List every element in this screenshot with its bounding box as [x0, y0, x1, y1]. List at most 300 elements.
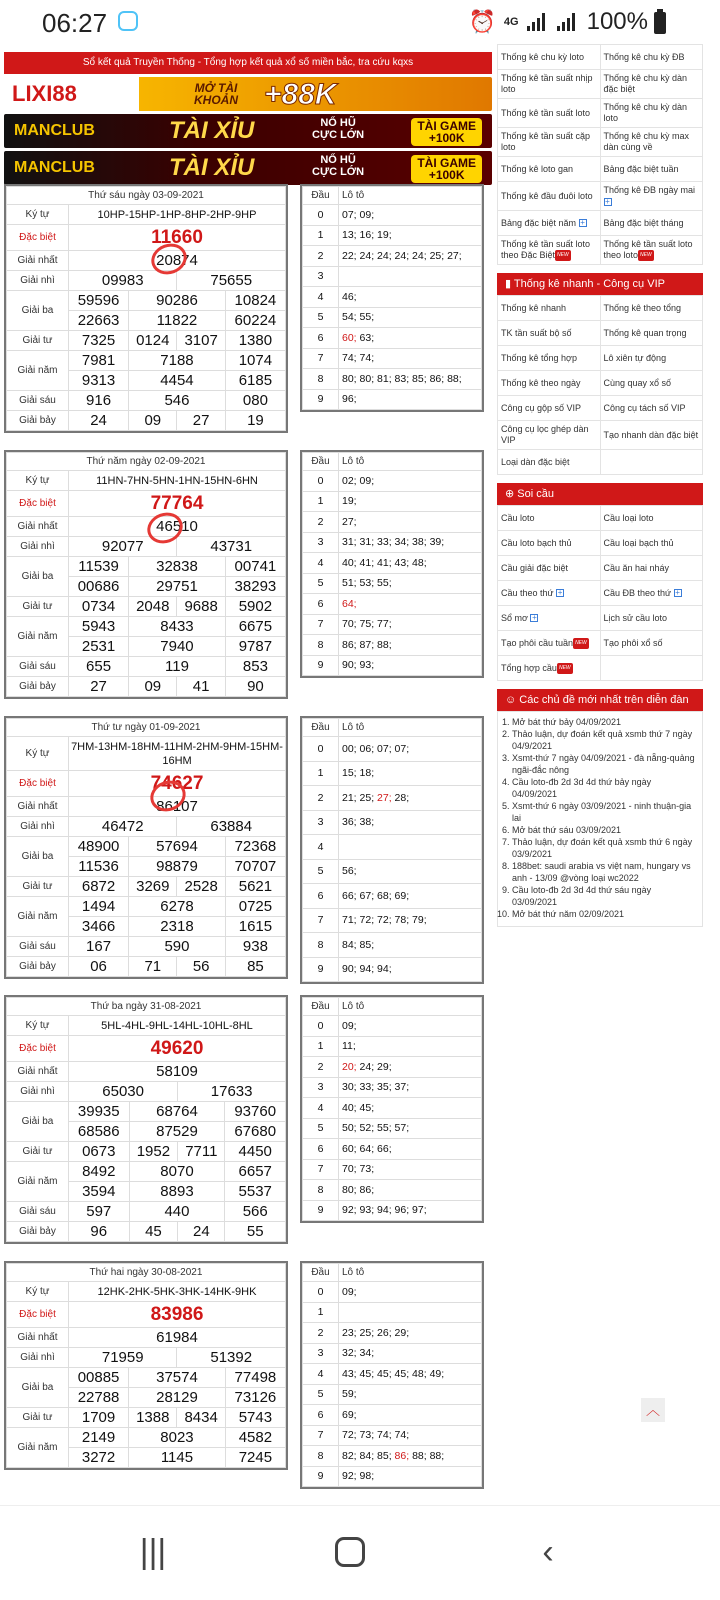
g6-label: Giải sáu	[7, 657, 69, 677]
g5-value: 6278	[129, 897, 226, 917]
lixi-open-account: MỞ TÀI KHOẢN	[194, 81, 238, 107]
dau-value: 8	[303, 369, 339, 390]
result-table	[4, 450, 288, 699]
dau-value: 1	[303, 1302, 339, 1323]
page-content[interactable]	[0, 44, 720, 1505]
g3-value: 39935	[69, 1102, 130, 1122]
g4-value: 7711	[178, 1142, 225, 1162]
forum-topic-link[interactable]: 6. Mở bát thứ sáu 03/09/2021	[512, 824, 698, 836]
loto-header: Lô tô	[339, 998, 482, 1016]
dau-value: 1	[303, 491, 339, 512]
g4-value: 0734	[69, 597, 129, 617]
g2-value: 71959	[69, 1348, 177, 1368]
g2-value: 92077	[69, 537, 177, 557]
right-sidebar	[497, 44, 703, 927]
g5-value: 1494	[69, 897, 129, 917]
g5-value: 5537	[225, 1182, 286, 1202]
g2-label: Giải nhì	[7, 1348, 69, 1368]
kytu-value: 11HN-7HN-5HN-1HN-15HN-6HN	[69, 471, 286, 491]
soi-link[interactable]: Tạo phôi xổ số	[600, 631, 703, 656]
dau-value: 0	[303, 205, 339, 226]
g3-value: 28129	[129, 1388, 226, 1408]
new-badge: NEW	[573, 638, 589, 649]
expand-icon[interactable]: +	[557, 588, 563, 598]
home-button[interactable]	[330, 1532, 370, 1572]
soi-link	[600, 656, 703, 681]
stats-link[interactable]: Thống kê chu kỳ ĐB	[600, 45, 703, 70]
stats-link[interactable]: Thống kê ĐB ngày mai +	[600, 182, 703, 211]
loto-values: 21; 25; 27; 28;	[339, 786, 482, 811]
dau-value: 9	[303, 389, 339, 410]
dau-value: 5	[303, 1118, 339, 1139]
g5-value: 1615	[225, 917, 285, 937]
g6-label: Giải sáu	[7, 391, 69, 411]
vip-link[interactable]: Thống kê theo tổng	[600, 296, 703, 321]
android-nav-bar	[0, 1505, 720, 1600]
loto-values: 19;	[339, 491, 482, 512]
g5-value: 8070	[129, 1162, 225, 1182]
new-badge: NEW	[638, 250, 654, 261]
g4-value: 1380	[225, 331, 285, 351]
g4-value: 2528	[177, 877, 225, 897]
dau-value: 1	[303, 1036, 339, 1057]
g2-value: 65030	[69, 1082, 178, 1102]
soi-link[interactable]: Cầu giải đặc biệt	[498, 556, 601, 581]
stats-link[interactable]: Thống kê tần suất loto	[498, 99, 601, 128]
loto-values: 80; 80; 81; 83; 85; 86; 88;	[339, 369, 482, 390]
kytu-label: Ký tự	[7, 1016, 69, 1036]
manclub-logo: MANCLUB	[14, 159, 95, 176]
vip-link[interactable]: TK tần suất bộ số	[498, 321, 601, 346]
g5-value: 3272	[69, 1448, 129, 1468]
left-column	[4, 52, 492, 185]
dau-value: 8	[303, 635, 339, 656]
dau-value: 4	[303, 1098, 339, 1119]
recent-apps-button[interactable]: |||	[139, 1533, 167, 1571]
soi-link[interactable]: Cầu loto	[498, 506, 601, 531]
loto-values: 31; 31; 33; 34; 38; 39;	[339, 532, 482, 553]
g6-value: 916	[69, 391, 129, 411]
soi-link[interactable]: Tổng hợp cầu NEW	[498, 656, 601, 681]
loto-values: 72; 73; 74; 74;	[339, 1425, 482, 1446]
forum-topic-link[interactable]: 8. 188bet: saudi arabia vs việt nam, hungary vs anh - 13/09 @vòng loại wc2022	[512, 860, 698, 884]
vip-link[interactable]: Thống kê tổng hợp	[498, 346, 601, 371]
stats-link[interactable]: Thống kê chu kỳ dàn đặc biệt	[600, 70, 703, 99]
g3-value: 90286	[129, 291, 226, 311]
g2-value: 63884	[177, 817, 286, 837]
loto-values: 70; 73;	[339, 1159, 482, 1180]
g2-value: 46472	[69, 817, 177, 837]
g6-value: 938	[225, 937, 285, 957]
status-icons	[469, 8, 648, 36]
result-table	[4, 1261, 288, 1470]
vip-link[interactable]: Loại dàn đặc biệt	[498, 450, 601, 475]
g3-value: 29751	[129, 577, 226, 597]
forum-topic-link[interactable]: 10. Mở bát thứ năm 02/09/2021	[512, 908, 698, 920]
g6-label: Giải sáu	[7, 937, 69, 957]
vip-link[interactable]: Công cụ gộp số VIP	[498, 396, 601, 421]
g3-value: 11539	[69, 557, 129, 577]
g4-label: Giải tư	[7, 1142, 69, 1162]
kytu-label: Ký tự	[7, 205, 69, 225]
stats-link[interactable]: Thống kê loto gan	[498, 157, 601, 182]
kytu-value: 12HK-2HK-5HK-3HK-14HK-9HK	[69, 1282, 286, 1302]
g6-value: 080	[225, 391, 285, 411]
g4-label: Giải tư	[7, 1408, 69, 1428]
manclub-logo: MANCLUB	[14, 122, 95, 139]
forum-topic-link[interactable]: 1. Mở bát thứ bảy 04/09/2021	[512, 716, 698, 728]
status-bar	[0, 0, 720, 44]
dau-value: 4	[303, 835, 339, 860]
vip-link[interactable]: Thống kê theo ngày	[498, 371, 601, 396]
dau-value: 9	[303, 957, 339, 982]
g3-value: 22663	[69, 311, 129, 331]
soi-cau-table	[497, 505, 703, 681]
g1-value: 20874	[69, 251, 286, 271]
g5-value: 2318	[129, 917, 226, 937]
loto-values: 46;	[339, 287, 482, 308]
soi-link[interactable]: Cầu ĐB theo thứ +	[600, 581, 703, 606]
dau-value: 6	[303, 884, 339, 909]
loto-values: 50; 52; 55; 57;	[339, 1118, 482, 1139]
g4-label: Giải tư	[7, 331, 69, 351]
forum-topic-link[interactable]: 5. Xsmt-thứ 6 ngày 03/09/2021 - ninh thuận-gia lai	[512, 800, 698, 824]
g3-value: 32838	[129, 557, 226, 577]
new-badge: NEW	[557, 663, 573, 674]
stats-link[interactable]: Thống kê tần suất loto theo Đặc Biệt NEW	[498, 236, 601, 265]
g7-value: 96	[69, 1222, 130, 1242]
g3-value: 00741	[225, 557, 285, 577]
dau-value: 8	[303, 1446, 339, 1467]
g4-value: 2048	[129, 597, 177, 617]
g3-value: 22788	[69, 1388, 129, 1408]
soi-link[interactable]: Lịch sử cầu loto	[600, 606, 703, 631]
g4-value: 4450	[225, 1142, 286, 1162]
loto-values: 43; 45; 45; 45; 48; 49;	[339, 1364, 482, 1385]
soi-link[interactable]: Cầu loto bạch thủ	[498, 531, 601, 556]
signal-icon-2	[557, 13, 579, 31]
soi-link[interactable]: Tạo phôi cầu tuần NEW	[498, 631, 601, 656]
dau-value: 7	[303, 348, 339, 369]
dau-value: 1	[303, 761, 339, 786]
g5-value: 4454	[129, 371, 226, 391]
expand-icon[interactable]: +	[605, 196, 610, 206]
loto-values: 69;	[339, 1405, 482, 1426]
g3-value: 72368	[225, 837, 285, 857]
stats-link[interactable]: Thống kê đầu đuôi loto	[498, 182, 601, 211]
loto-values	[339, 835, 482, 860]
g3-value: 59596	[69, 291, 129, 311]
vip-link[interactable]: Thống kê quan trọng	[600, 321, 703, 346]
loto-values: 70; 75; 77;	[339, 614, 482, 635]
db-label: Đặc biệt	[7, 771, 69, 797]
g3-value: 57694	[129, 837, 226, 857]
dau-value: 3	[303, 532, 339, 553]
dau-value: 6	[303, 328, 339, 349]
clock: 06:27	[42, 8, 108, 38]
dau-value: 4	[303, 553, 339, 574]
manclub-ad-banner-1[interactable]	[4, 114, 492, 148]
g2-value: 09983	[69, 271, 177, 291]
g1-value: 86107	[69, 797, 286, 817]
stats-link[interactable]: Thống kê tần suất nhịp loto	[498, 70, 601, 99]
g2-label: Giải nhì	[7, 271, 69, 291]
manclub-sub: NỔ HŨ CỰC LỚN	[312, 117, 365, 141]
vip-link[interactable]: Công cụ lọc ghép dàn VIP	[498, 421, 601, 450]
g5-value: 7245	[225, 1448, 285, 1468]
result-table	[4, 995, 288, 1244]
g4-value: 1952	[129, 1142, 178, 1162]
g6-value: 546	[129, 391, 226, 411]
expand-icon[interactable]: +	[532, 613, 537, 623]
loto-values: 71; 72; 72; 78; 79;	[339, 908, 482, 933]
loto-values: 40; 45;	[339, 1098, 482, 1119]
g3-value: 93760	[225, 1102, 286, 1122]
loto-values: 20; 24; 29;	[339, 1057, 482, 1078]
lixi-bonus: +88K	[264, 78, 337, 111]
dau-value: 7	[303, 1425, 339, 1446]
loto-values	[339, 266, 482, 287]
manclub-sub: NỔ HŨ CỰC LỚN	[312, 154, 365, 178]
soi-link[interactable]: Cầu theo thứ +	[498, 581, 601, 606]
g4-value: 0673	[69, 1142, 130, 1162]
g4-value: 0124	[129, 331, 177, 351]
loto-values	[339, 1302, 482, 1323]
g5-value: 6185	[225, 371, 285, 391]
expand-icon[interactable]: +	[580, 218, 585, 228]
g6-value: 440	[129, 1202, 225, 1222]
g5-value: 6657	[225, 1162, 286, 1182]
scroll-to-top-button[interactable]: ︿	[641, 1398, 665, 1422]
g2-label: Giải nhì	[7, 537, 69, 557]
g7-label: Giải bảy	[7, 411, 69, 431]
loto-values: 90; 94; 94;	[339, 957, 482, 982]
g5-value: 7188	[129, 351, 226, 371]
dau-value: 3	[303, 266, 339, 287]
draw-date: Thứ hai ngày 30-08-2021	[7, 1264, 286, 1282]
loto-values: 11;	[339, 1036, 482, 1057]
g3-value: 67680	[225, 1122, 286, 1142]
g5-value: 8492	[69, 1162, 130, 1182]
db-label: Đặc biệt	[7, 225, 69, 251]
loto-header: Lô tô	[339, 187, 482, 205]
dau-value: 7	[303, 1159, 339, 1180]
manclub-badge: TÀI GAME +100K	[411, 118, 482, 146]
g2-value: 51392	[177, 1348, 286, 1368]
db-label: Đặc biệt	[7, 1036, 69, 1062]
forum-topic-link[interactable]: 3. Xsmt-thứ 7 ngày 04/09/2021 - đà nẵng-quảng ngãi-đắc nông	[512, 752, 698, 776]
g7-value: 27	[177, 411, 225, 431]
g5-value: 9313	[69, 371, 129, 391]
g4-value: 1709	[69, 1408, 129, 1428]
dau-value: 5	[303, 307, 339, 328]
forum-list	[497, 711, 703, 927]
g7-value: 85	[225, 957, 285, 977]
loto-values: 23; 25; 26; 29;	[339, 1323, 482, 1344]
stats-link[interactable]: Thống kê chu kỳ max dàn cùng về	[600, 128, 703, 157]
vip-link	[600, 450, 703, 475]
vip-link[interactable]: Công cụ tách số VIP	[600, 396, 703, 421]
dau-value: 0	[303, 1016, 339, 1037]
stats-link[interactable]: Bảng đặc biệt tuần	[600, 157, 703, 182]
soi-link[interactable]: Sổ mơ +	[498, 606, 601, 631]
g5-value: 7981	[69, 351, 129, 371]
alarm-icon: ⏰	[468, 9, 496, 34]
draw-date: Thứ tư ngày 01-09-2021	[7, 719, 286, 737]
g6-value: 597	[69, 1202, 130, 1222]
g7-value: 45	[129, 1222, 178, 1242]
manclub-title: TÀI XỈU	[169, 117, 255, 144]
stats-link[interactable]: Bảng đặc biệt tháng	[600, 211, 703, 236]
g1-label: Giải nhất	[7, 251, 69, 271]
loto-values: 00; 06; 07; 07;	[339, 737, 482, 762]
soi-link[interactable]: Cầu loại bạch thủ	[600, 531, 703, 556]
forum-topic-link[interactable]: 4. Cầu loto-đb 2d 3d 4d thứ bảy ngày 04/09/2021	[512, 776, 698, 800]
g4-label: Giải tư	[7, 597, 69, 617]
loto-values: 09;	[339, 1282, 482, 1303]
dau-value: 2	[303, 512, 339, 533]
g2-label: Giải nhì	[7, 1082, 69, 1102]
dau-value: 1	[303, 225, 339, 246]
g5-value: 7940	[129, 637, 226, 657]
stats-link[interactable]: Thống kê chu kỳ loto	[498, 45, 601, 70]
expand-icon[interactable]: +	[675, 588, 680, 598]
g3-value: 73126	[225, 1388, 285, 1408]
loto-values: 82; 84; 85; 86; 88; 88;	[339, 1446, 482, 1467]
vip-link[interactable]: Cùng quay xổ số	[600, 371, 703, 396]
g5-value: 8023	[129, 1428, 226, 1448]
loto-values: 80; 86;	[339, 1180, 482, 1201]
vip-link[interactable]: Lô xiên tự động	[600, 346, 703, 371]
g5-label: Giải năm	[7, 351, 69, 391]
g6-value: 167	[69, 937, 129, 957]
g4-value: 5621	[225, 877, 285, 897]
vip-link[interactable]: Thống kê nhanh	[498, 296, 601, 321]
manclub-ad-banner-2[interactable]	[4, 151, 492, 185]
lixi-ad-banner[interactable]	[4, 77, 492, 111]
back-button[interactable]: ‹	[542, 1533, 554, 1571]
soi-link[interactable]: Cầu loại loto	[600, 506, 703, 531]
loto-header: Lô tô	[339, 719, 482, 737]
loto-table	[300, 716, 484, 984]
loto-values: 84; 85;	[339, 933, 482, 958]
loto-values: 60; 64; 66;	[339, 1139, 482, 1160]
db-label: Đặc biệt	[7, 491, 69, 517]
g1-label: Giải nhất	[7, 1328, 69, 1348]
battery-percent: 100%	[586, 8, 648, 35]
forum-topic-link[interactable]: 2. Thảo luận, dự đoán kết quả xsmb thứ 7 ngày 04/9/2021	[512, 728, 698, 752]
g7-value: 55	[225, 1222, 286, 1242]
g4-value: 9688	[177, 597, 225, 617]
dau-value: 6	[303, 1405, 339, 1426]
g4-value: 6872	[69, 877, 129, 897]
kytu-label: Ký tự	[7, 471, 69, 491]
stats-link[interactable]: Thống kê chu kỳ dàn loto	[600, 99, 703, 128]
g5-label: Giải năm	[7, 617, 69, 657]
g5-value: 2149	[69, 1428, 129, 1448]
dau-value: 4	[303, 287, 339, 308]
g3-value: 87529	[129, 1122, 225, 1142]
forum-topic-link[interactable]: 7. Thảo luận, dự đoán kết quả xsmb thứ 6 ngày 03/9/2021	[512, 836, 698, 860]
g6-value: 853	[225, 657, 285, 677]
g7-value: 41	[177, 677, 225, 697]
g4-value: 5743	[225, 1408, 285, 1428]
loto-table	[300, 184, 484, 412]
forum-topic-link[interactable]: 9. Cầu loto-đb 2d 3d 4d thứ sáu ngày 03/09/2021	[512, 884, 698, 908]
g3-value: 77498	[225, 1368, 285, 1388]
g3-value: 00686	[69, 577, 129, 597]
kytu-value: 7HM-13HM-18HM-11HM-2HM-9HM-15HM-16HM	[69, 737, 286, 771]
loto-values: 60; 63;	[339, 328, 482, 349]
g3-value: 11536	[69, 857, 129, 877]
g3-value: 48900	[69, 837, 129, 857]
vip-tools-header: ▮ Thống kê nhanh - Công cụ VIP	[497, 273, 703, 295]
loto-values: 96;	[339, 389, 482, 410]
g7-value: 56	[177, 957, 225, 977]
stats-link[interactable]: Thống kê tần suất loto theo loto NEW	[600, 236, 703, 265]
dau-value: 5	[303, 1384, 339, 1405]
g6-value: 655	[69, 657, 129, 677]
g7-value: 24	[178, 1222, 225, 1242]
stats-link[interactable]: Bảng đặc biệt năm +	[498, 211, 601, 236]
g5-value: 3466	[69, 917, 129, 937]
loto-values: 74; 74;	[339, 348, 482, 369]
soi-cau-header: ⊕ Soi cầu	[497, 483, 703, 505]
g1-value: 61984	[69, 1328, 286, 1348]
loto-values: 02; 09;	[339, 471, 482, 492]
loto-values: 09;	[339, 1016, 482, 1037]
dau-value: 5	[303, 859, 339, 884]
stats-link[interactable]: Thống kê tần suất cặp loto	[498, 128, 601, 157]
g3-value: 10824	[225, 291, 285, 311]
g3-value: 00885	[69, 1368, 129, 1388]
dau-value: 3	[303, 810, 339, 835]
db-value: 83986	[69, 1302, 286, 1328]
g5-value: 1074	[225, 351, 285, 371]
manclub-badge: TÀI GAME +100K	[411, 155, 482, 183]
db-value: 77764	[69, 491, 286, 517]
soi-link[interactable]: Cầu ăn hai nháy	[600, 556, 703, 581]
g6-value: 590	[129, 937, 226, 957]
g4-value: 3107	[177, 331, 225, 351]
g5-value: 0725	[225, 897, 285, 917]
loto-values: 86; 87; 88;	[339, 635, 482, 656]
loto-values: 40; 41; 41; 43; 48;	[339, 553, 482, 574]
loto-values: 32; 34;	[339, 1343, 482, 1364]
manclub-title: TÀI XỈU	[169, 154, 255, 181]
g1-label: Giải nhất	[7, 517, 69, 537]
g7-value: 06	[69, 957, 129, 977]
vip-link[interactable]: Tạo nhanh dàn đặc biệt	[600, 421, 703, 450]
g3-label: Giải ba	[7, 1368, 69, 1408]
g5-value: 2531	[69, 637, 129, 657]
loto-table	[300, 450, 484, 678]
loto-values: 64;	[339, 594, 482, 615]
dau-value: 2	[303, 786, 339, 811]
dau-value: 3	[303, 1077, 339, 1098]
loto-values: 56;	[339, 859, 482, 884]
g2-label: Giải nhì	[7, 817, 69, 837]
header-banner[interactable]: Sổ kết quả Truyền Thống - Tổng hợp kết quả xổ số miền bắc, tra cứu kqxs	[4, 52, 492, 74]
g7-value: 19	[225, 411, 285, 431]
loto-values: 27;	[339, 512, 482, 533]
g2-value: 75655	[177, 271, 286, 291]
g4-value: 3269	[129, 877, 177, 897]
g4-value: 8434	[177, 1408, 225, 1428]
g3-value: 98879	[129, 857, 226, 877]
loto-table	[300, 1261, 484, 1489]
loto-table	[300, 995, 484, 1223]
